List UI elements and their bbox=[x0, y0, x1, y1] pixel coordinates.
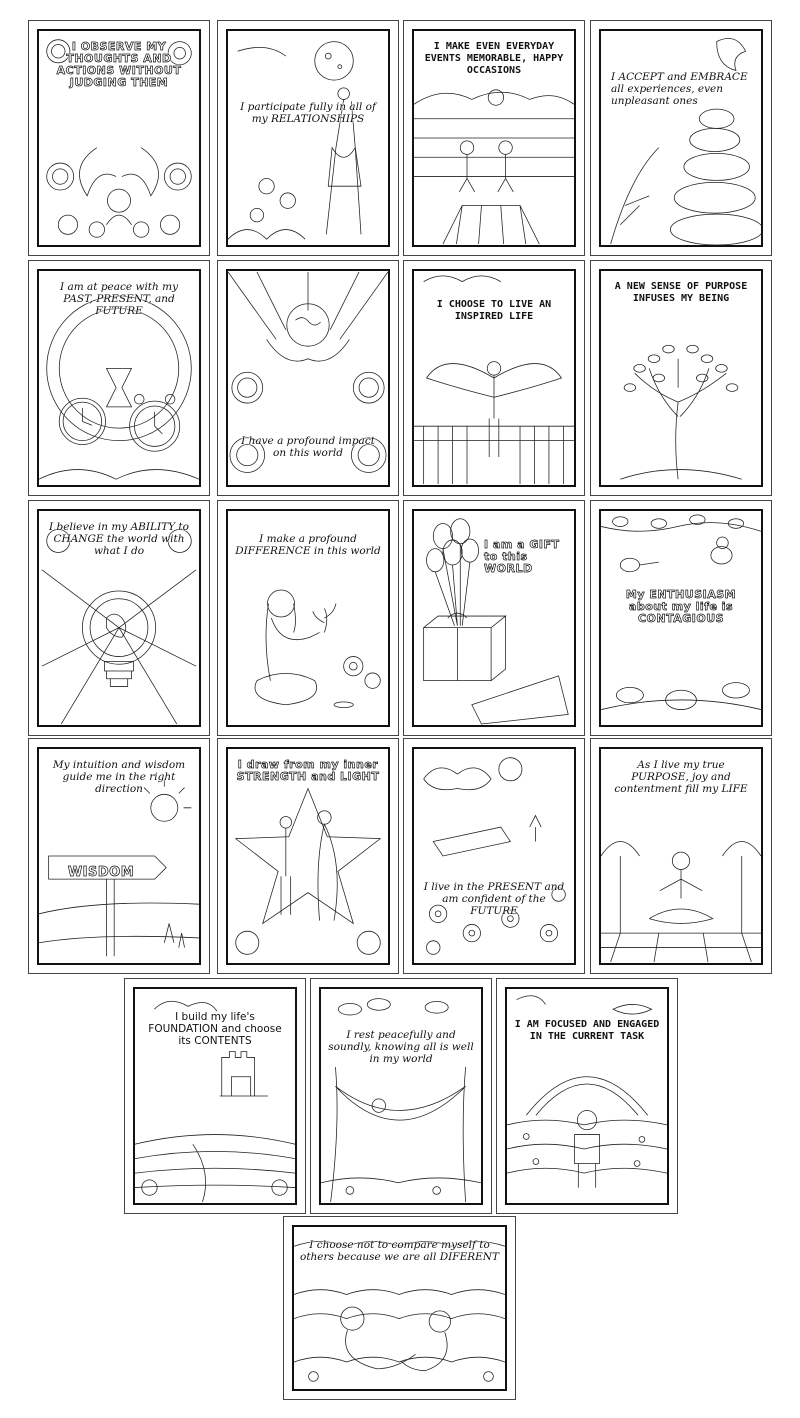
affirmation-text: I believe in my ABILITY to CHANGE the world with what I do bbox=[49, 521, 189, 557]
affirmation-text: I ACCEPT and EMBRACE all experiences, even unpleasant ones bbox=[611, 71, 748, 107]
coloring-page bbox=[412, 269, 576, 487]
coloring-page-card bbox=[283, 1216, 516, 1400]
affirmation-text: I CHOOSE TO LIVE AN INSPIRED LIFE bbox=[436, 299, 552, 322]
couple-moon-illustration bbox=[228, 31, 388, 245]
coloring-page bbox=[319, 987, 483, 1205]
coloring-page-card bbox=[310, 978, 492, 1214]
coloring-page-card bbox=[590, 20, 772, 256]
affirmation-text: I build my life's FOUNDATION and choose its CONTENTS bbox=[148, 1011, 282, 1047]
coloring-page bbox=[412, 509, 576, 727]
coloring-page bbox=[292, 1225, 507, 1391]
coloring-page-card bbox=[403, 260, 585, 496]
coloring-page-card bbox=[403, 738, 585, 974]
affirmation-text: I make a profound DIFFERENCE in this world bbox=[235, 533, 381, 557]
coloring-page bbox=[226, 269, 390, 487]
coloring-page bbox=[37, 747, 201, 965]
coloring-page bbox=[226, 747, 390, 965]
coloring-page bbox=[37, 29, 201, 247]
affirmation-text: I OBSERVE MY THOUGHTS AND ACTIONS WITHOUT JUDGING THEM bbox=[56, 40, 182, 89]
coloring-page-card bbox=[590, 260, 772, 496]
coloring-page-card bbox=[217, 500, 399, 736]
coloring-page bbox=[226, 509, 390, 727]
coloring-page bbox=[599, 269, 763, 487]
affirmation-text: I live in the PRESENT and am confident of the FUTURE bbox=[423, 881, 565, 917]
affirmation-text: I have a profound impact on this world bbox=[241, 435, 375, 459]
coloring-page bbox=[412, 747, 576, 965]
coloring-page-card bbox=[124, 978, 306, 1214]
coloring-page-card bbox=[403, 20, 585, 256]
affirmation-text: A NEW SENSE OF PURPOSE INFUSES MY BEING bbox=[614, 281, 748, 304]
coloring-page-card bbox=[28, 738, 210, 974]
affirmation-text: I choose not to compare myself to others because we are all DIFERENT bbox=[300, 1239, 500, 1263]
hammock-illustration bbox=[321, 989, 481, 1203]
affirmation-text: I rest peacefully and soundly, knowing all is well in my world bbox=[328, 1029, 474, 1065]
coloring-page-card bbox=[217, 20, 399, 256]
stacked-stones-butterfly-illustration bbox=[601, 31, 761, 245]
wisdom-sign-label: WISDOM bbox=[67, 865, 135, 880]
affirmation-text: I AM FOCUSED AND ENGAGED IN THE CURRENT TASK bbox=[514, 1019, 660, 1042]
coloring-page-card bbox=[28, 500, 210, 736]
coloring-page bbox=[226, 29, 390, 247]
affirmation-text: As I live my true PURPOSE, joy and contentment fill my LIFE bbox=[614, 759, 748, 795]
affirmation-text: I participate fully in all of my RELATIONSHIPS bbox=[240, 101, 376, 125]
coloring-page-card bbox=[403, 500, 585, 736]
coloring-page-card bbox=[590, 500, 772, 736]
coloring-page bbox=[37, 269, 201, 487]
coloring-page bbox=[37, 509, 201, 727]
coloring-page-card bbox=[217, 260, 399, 496]
affirmation-text: My intuition and wisdom guide me in the right direction bbox=[52, 759, 186, 795]
coloring-page bbox=[599, 29, 763, 247]
coloring-page-card bbox=[28, 260, 210, 496]
affirmation-text: I am a GIFT to this WORLD bbox=[484, 538, 560, 575]
affirmation-text: I MAKE EVEN EVERYDAY EVENTS MEMORABLE, HAPPY OCCASIONS bbox=[424, 41, 564, 76]
coloring-page bbox=[599, 509, 763, 727]
flying-carpet-flowers-illustration bbox=[414, 749, 574, 963]
affirmation-text: My ENTHUSIASM about my life is CONTAGIOUS bbox=[625, 588, 737, 625]
affirmation-text: I am at peace with my PAST, PRESENT, and FUTURE bbox=[59, 281, 179, 317]
coloring-page bbox=[412, 29, 576, 247]
affirmation-text: I draw from my inner STRENGTH and LIGHT bbox=[236, 758, 380, 783]
coloring-page-card bbox=[217, 738, 399, 974]
coloring-page bbox=[599, 747, 763, 965]
coloring-page bbox=[133, 987, 297, 1205]
coloring-page bbox=[505, 987, 669, 1205]
coloring-page-card bbox=[590, 738, 772, 974]
coloring-page-card bbox=[28, 20, 210, 256]
coloring-page-card bbox=[496, 978, 678, 1214]
